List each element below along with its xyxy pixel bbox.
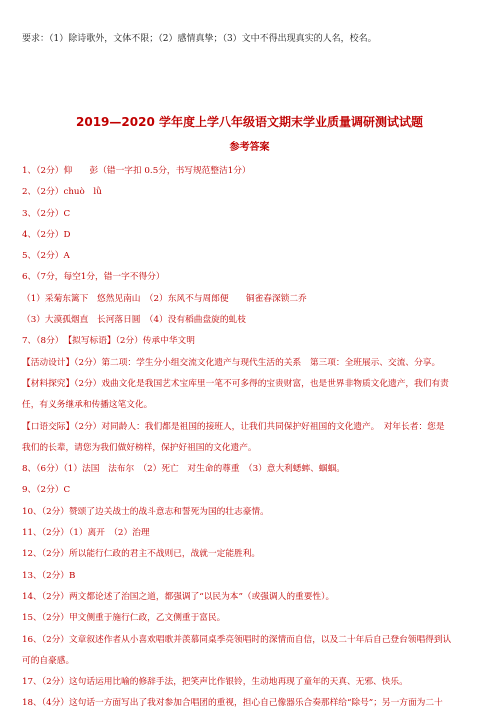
answer-line: 4、（2分）D <box>22 229 71 240</box>
answer-line: 9、（2分）C <box>22 485 71 496</box>
answer-line: 任，有义务继承和传播这笔文化。 <box>22 400 153 411</box>
answer-line: 14、（2分）两文都论述了治国之道，都强调了“以民为本”（或强调人的重要性）。 <box>22 591 335 602</box>
writing-requirement: 要求：（1）除诗歌外，文体不限；（2）感情真挚；（3）文中不得出现真实的人名，校名。 <box>22 34 377 44</box>
answer-line: 12、（2分）所以能行仁政的君主不战则已，战就一定能胜利。 <box>22 549 261 560</box>
answer-line: 11、（2分）（1）离开 （2）治理 <box>22 528 150 539</box>
answer-line: 7、（8分） 【拟写标语】（2分）传承中华文明 <box>22 336 195 347</box>
answer-line: 2、（2分）chuò lǜ <box>22 187 102 198</box>
answer-line: （3）大漠孤烟直 长河落日圆 （4）没有稻曲盘旋的虬枝 <box>22 315 246 326</box>
answer-line: 6、（7分，每空1分，错一字不得分） <box>22 272 165 283</box>
answer-line: 10、（2分）赞颂了边关战士的战斗意志和誓死为国的壮志豪情。 <box>22 506 269 517</box>
answer-line: 17、（2分）这句话运用比喻的修辞手法，把笑声比作银铃，生动地再现了童年的天真、无邪、快乐。 <box>22 677 408 688</box>
answer-line: 我们的长辈，请您为我们做好榜样，保护好祖国的文化遗产。 <box>22 442 257 453</box>
answer-line: 5、（2分）A <box>22 251 70 262</box>
answer-key-heading: 参考答案 <box>229 142 270 153</box>
answer-list <box>22 161 482 715</box>
answer-line: 【活动设计】（2分）第二项：学生分小组交流文化遗产与现代生活的关系 第三项：全班展示、交流、分享。 <box>22 357 441 368</box>
answer-line: 8、（6分）（1）法国 法布尔 （2）死亡 对生命的尊重 （3）意大利蟋蟀、蝈蝈。 <box>22 464 345 475</box>
answer-line: 13、（2分）B <box>22 570 76 581</box>
answer-line: 【口语交际】（2分）对同龄人：我们都是祖国的接班人，让我们共同保护好祖国的文化遗产。 对年长者：您是 <box>22 421 445 432</box>
answer-line: 16、（2分）文章叙述作者从小喜欢唱歌并羡慕同桌季亮领唱时的深情而自信，以及二十年后自己登台领唱得到认 <box>22 634 452 645</box>
answer-line: 18、（4分）这句话一方面写出了我对参加合唱团的重视，担心自己像器乐合奏那样给“除号”；另一方面为二十 <box>22 698 443 709</box>
answer-line: 3、（2分）C <box>22 208 71 219</box>
exam-title: 2019—2020 学年度上学八年级语文期末学业质量调研测试试题 <box>76 115 423 129</box>
answer-line: （1）采菊东篱下 悠然见南山 （2）东风不与周郎便 铜雀春深锁二乔 <box>22 293 307 304</box>
answer-line: 【材料探究】（2分）戏曲文化是我国艺术宝库里一笔不可多得的宝贵财富，也是世界非物质文化遗产，我们有责 <box>22 378 449 389</box>
answer-line: 可的自豪感。 <box>22 655 75 666</box>
answer-line: 1、（2分）仰 彭（错一字扣 0.5分，书写规范整洁1分） <box>22 166 251 176</box>
answer-line: 15、（2分）甲文侧重于施行仁政，乙文侧重于富民。 <box>22 613 226 624</box>
